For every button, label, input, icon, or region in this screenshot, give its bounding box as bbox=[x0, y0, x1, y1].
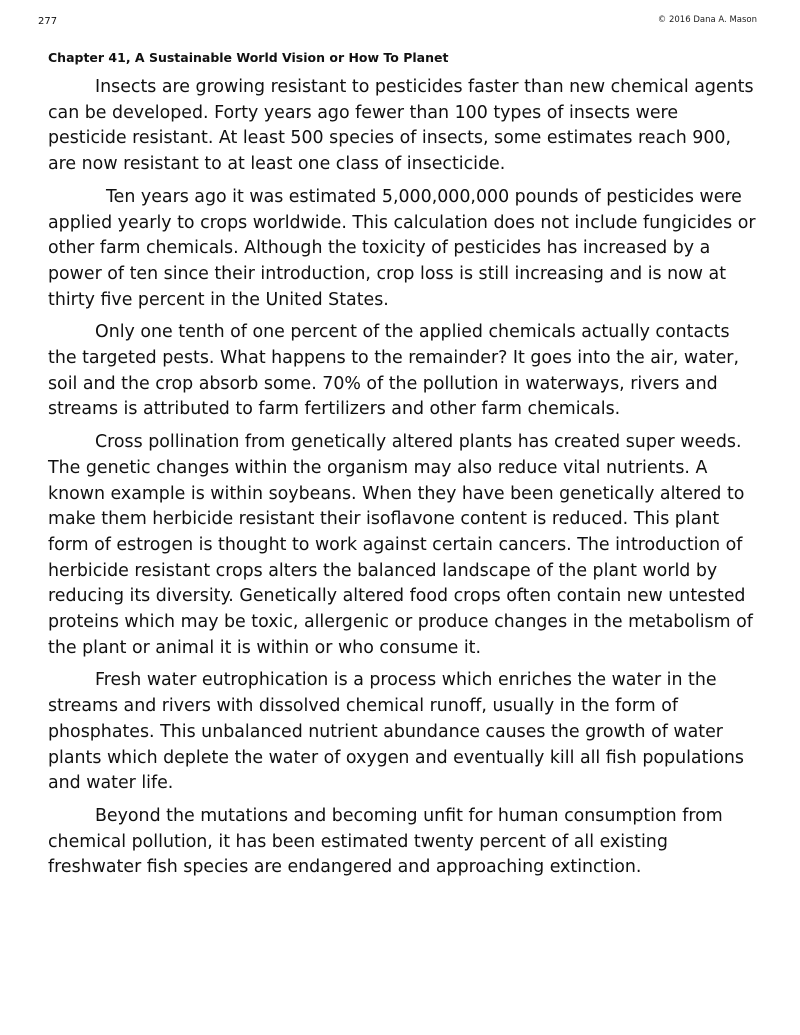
paragraph-chemical-runoff: Only one tenth of one percent of the applied chemicals actually contacts the targeted pests. What happens to the remainder? It goes into the air, water, soil and the crop absorb some. 70% of the pollution in waterways, rivers and streams is attributed to farm fertilizers and other farm chemicals. bbox=[48, 322, 739, 420]
paragraph-pesticide-resistance: Insects are growing resistant to pesticides faster than new chemical agents can be developed. Forty years ago fewer than 100 types of insects were pesticide resistant. At least 500 species of insects, some estimates reach 900, are now resistant to at least one class of insecticide. bbox=[48, 77, 754, 175]
copyright-notice: © 2016 Dana A. Mason bbox=[657, 15, 757, 25]
paragraph-fish-extinction: Beyond the mutations and becoming unfit for human consumption from chemical pollution, it has been estimated twenty percent of all existing freshwater fish species are endangered and approaching extinction. bbox=[48, 805, 723, 878]
chapter-title: Chapter 41, A Sustainable World Vision or How To Planet bbox=[48, 50, 449, 65]
paragraph-genetic-alteration: Cross pollination from genetically altered plants has created super weeds. The genetic changes within the organism may also reduce vital nutrients. A known example is within soybeans. When they have been genetically altered to make them herbicide resistant their isoflavone content is reduced. This plant form of estrogen is thought to work against certain cancers. The introduction of herbicide resistant crops alters the balanced landscape of the plant world by reducing its diversity. Genetically altered food crops often contain new untested proteins which may be toxic, allergenic or produce changes in the metabolism of the plant or animal it is within or who consume it. bbox=[48, 432, 753, 658]
paragraph-pesticide-volume: Ten years ago it was estimated 5,000,000,000 pounds of pesticides were applied yearly to crops worldwide. This calculation does not include fungicides or other farm chemicals. Although the toxicity of pesticides has increased by a power of ten since their introduction, crop loss is still increasing and is now at thirty five percent in the United States. bbox=[48, 186, 756, 310]
body-text bbox=[48, 75, 756, 888]
paragraph-eutrophication: Fresh water eutrophication is a process which enriches the water in the streams and rivers with dissolved chemical runoff, usually in the form of phosphates. This unbalanced nutrient abundance causes the growth of water plants which deplete the water of oxygen and eventually kill all fish populations and water life. bbox=[48, 670, 744, 794]
page-number: 277 bbox=[38, 16, 58, 27]
